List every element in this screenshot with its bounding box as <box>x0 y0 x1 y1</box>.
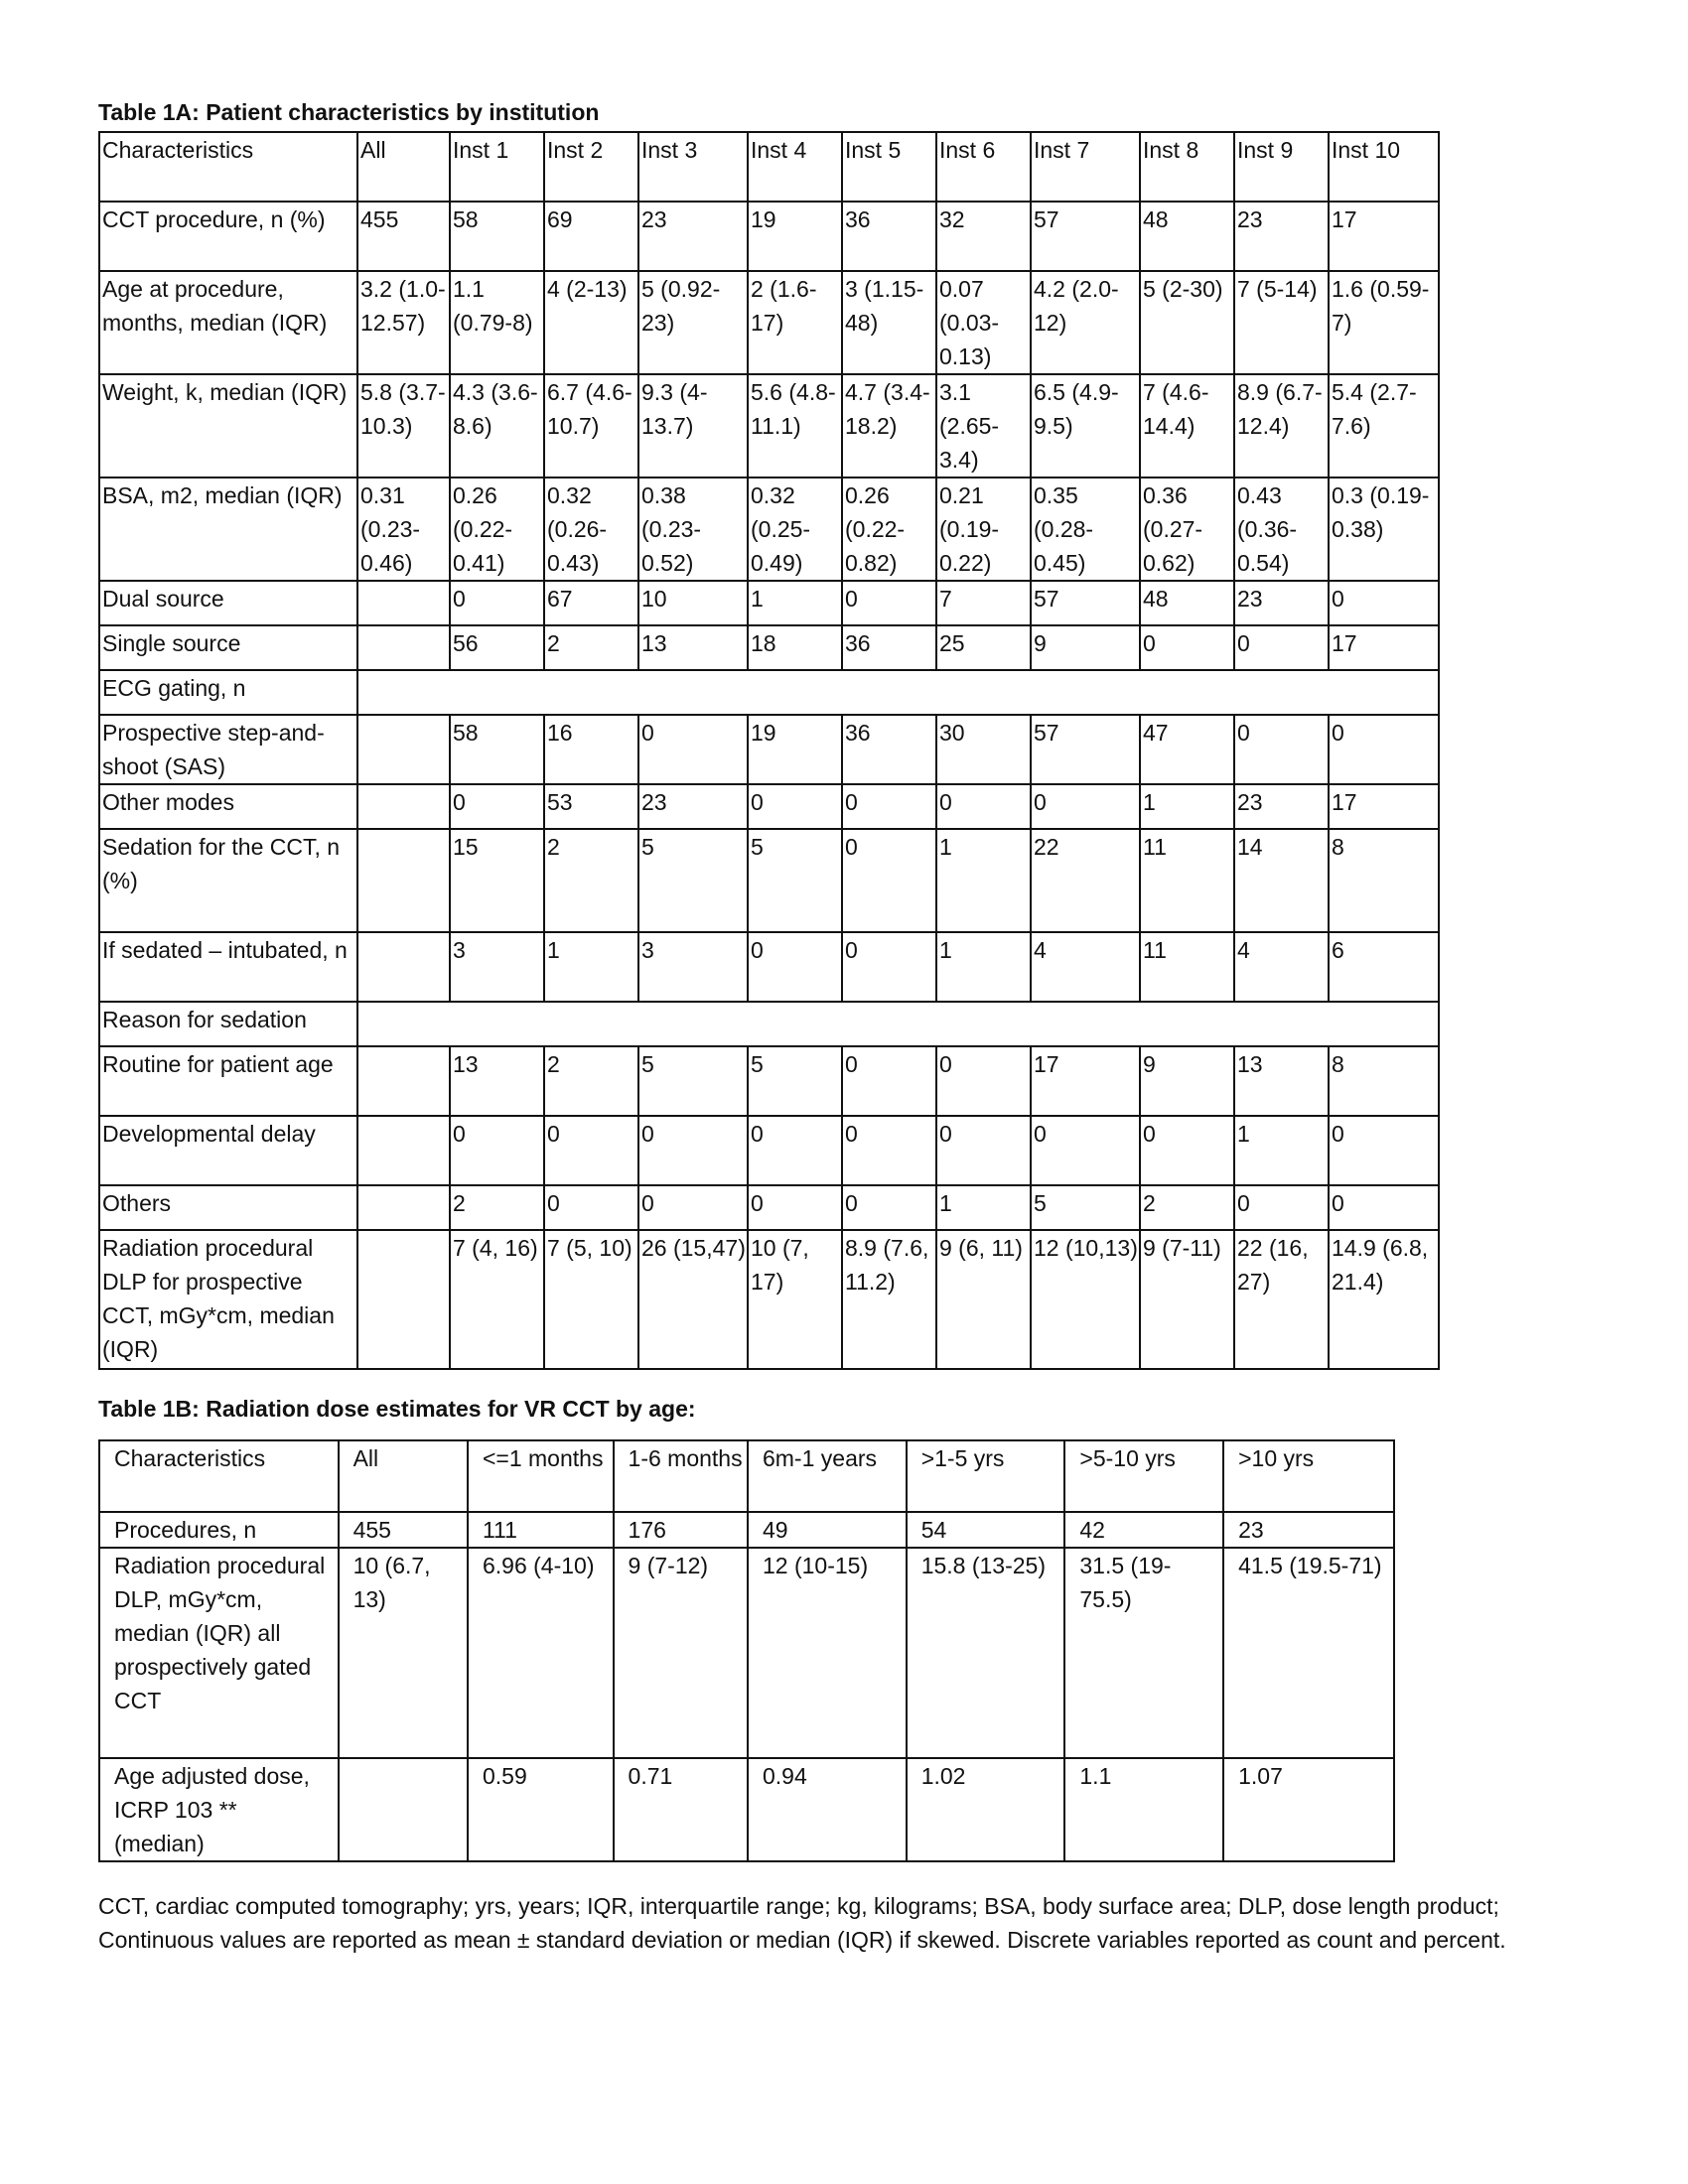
value-cell: 54 <box>907 1512 1065 1548</box>
value-cell: 4 (2-13) <box>544 271 638 374</box>
value-cell: 4.2 (2.0-12) <box>1031 271 1140 374</box>
table-row <box>99 932 1439 1002</box>
table-row <box>99 1185 1439 1230</box>
header-cell: >10 yrs <box>1223 1440 1394 1512</box>
value-cell: 6.7 (4.6-10.7) <box>544 374 638 478</box>
value-cell: 13 <box>1234 1046 1329 1116</box>
value-cell: 10 (6.7, 13) <box>339 1548 468 1758</box>
value-cell: 0 <box>1234 625 1329 670</box>
value-cell: 36 <box>842 625 936 670</box>
header-cell: Inst 5 <box>842 132 936 202</box>
row-label-cell: Single source <box>99 625 357 670</box>
value-cell: 1 <box>936 829 1031 932</box>
value-cell: 9 <box>1031 625 1140 670</box>
value-cell <box>357 932 450 1002</box>
value-cell: 5.6 (4.8-11.1) <box>748 374 842 478</box>
table-row <box>99 478 1439 581</box>
value-cell: 2 <box>450 1185 544 1230</box>
value-cell: 17 <box>1031 1046 1140 1116</box>
value-cell: 0 <box>1329 1116 1439 1185</box>
value-cell: 6.96 (4-10) <box>468 1548 614 1758</box>
value-cell: 9 (6, 11) <box>936 1230 1031 1369</box>
value-cell: 12 (10-15) <box>748 1548 907 1758</box>
value-cell: 57 <box>1031 715 1140 784</box>
value-cell: 0.3 (0.19-0.38) <box>1329 478 1439 581</box>
value-cell: 0 <box>842 581 936 625</box>
value-cell: 11 <box>1140 829 1234 932</box>
table-row <box>99 625 1439 670</box>
value-cell: 6.5 (4.9-9.5) <box>1031 374 1140 478</box>
header-cell: >1-5 yrs <box>907 1440 1065 1512</box>
table-row <box>99 1548 1394 1758</box>
value-cell: 0 <box>1234 715 1329 784</box>
value-cell: 5 <box>1031 1185 1140 1230</box>
table-row <box>99 784 1439 829</box>
value-cell: 9 <box>1140 1046 1234 1116</box>
value-cell: 0 <box>936 1046 1031 1116</box>
value-cell: 0 <box>1329 1185 1439 1230</box>
table-1b-title: Table 1B: Radiation dose estimates for VR CCT by age: <box>98 1396 696 1422</box>
value-cell: 1.1 <box>1064 1758 1223 1861</box>
header-cell: Inst 4 <box>748 132 842 202</box>
header-cell: Inst 10 <box>1329 132 1439 202</box>
footnote: CCT, cardiac computed tomography; yrs, years; IQR, interquartile range; kg, kilograms; BSA, body surface area; DLP, dose length product; Continuous values are reported as mean ± standard deviation or median (IQR) if skewed. Discrete variables reported as count and percent. <box>98 1893 1506 1953</box>
header-cell: <=1 months <box>468 1440 614 1512</box>
value-cell: 1.07 <box>1223 1758 1394 1861</box>
value-cell: 67 <box>544 581 638 625</box>
table-row <box>99 1512 1394 1548</box>
value-cell: 0.38 (0.23-0.52) <box>638 478 748 581</box>
header-cell: Characteristics <box>99 1440 339 1512</box>
header-cell: All <box>339 1440 468 1512</box>
value-cell: 36 <box>842 715 936 784</box>
value-cell: 17 <box>1329 202 1439 271</box>
value-cell: 22 <box>1031 829 1140 932</box>
value-cell: 16 <box>544 715 638 784</box>
value-cell: 4.3 (3.6-8.6) <box>450 374 544 478</box>
value-cell: 0 <box>1234 1185 1329 1230</box>
value-cell: 8.9 (6.7-12.4) <box>1234 374 1329 478</box>
value-cell: 14.9 (6.8, 21.4) <box>1329 1230 1439 1369</box>
table-row <box>99 715 1439 784</box>
value-cell: 0 <box>748 1185 842 1230</box>
value-cell: 25 <box>936 625 1031 670</box>
value-cell: 10 (7, 17) <box>748 1230 842 1369</box>
value-cell: 15.8 (13-25) <box>907 1548 1065 1758</box>
value-cell: 0.26 (0.22-0.41) <box>450 478 544 581</box>
row-label-cell: Routine for patient age <box>99 1046 357 1116</box>
value-cell: 0 <box>1031 784 1140 829</box>
value-cell: 49 <box>748 1512 907 1548</box>
value-cell: 2 <box>544 829 638 932</box>
value-cell: 42 <box>1064 1512 1223 1548</box>
value-cell: 455 <box>339 1512 468 1548</box>
value-cell: 1.1 (0.79-8) <box>450 271 544 374</box>
header-cell: Inst 3 <box>638 132 748 202</box>
row-label-cell: Others <box>99 1185 357 1230</box>
table-row <box>99 271 1439 374</box>
value-cell: 7 <box>936 581 1031 625</box>
value-cell: 0 <box>638 715 748 784</box>
value-cell: 1 <box>1234 1116 1329 1185</box>
row-label-cell: CCT procedure, n (%) <box>99 202 357 271</box>
value-cell: 12 (10,13) <box>1031 1230 1140 1369</box>
value-cell: 111 <box>468 1512 614 1548</box>
value-cell: 23 <box>1234 581 1329 625</box>
value-cell: 1.6 (0.59-7) <box>1329 271 1439 374</box>
table-row <box>99 1116 1439 1185</box>
header-cell: Inst 1 <box>450 132 544 202</box>
row-label-cell: Procedures, n <box>99 1512 339 1548</box>
value-cell: 1 <box>748 581 842 625</box>
value-cell: 23 <box>1234 202 1329 271</box>
value-cell: 4 <box>1234 932 1329 1002</box>
header-cell: Inst 8 <box>1140 132 1234 202</box>
table-row <box>99 1230 1439 1369</box>
header-row <box>99 1440 1394 1512</box>
row-label-cell: Weight, k, median (IQR) <box>99 374 357 478</box>
value-cell: 18 <box>748 625 842 670</box>
header-cell: Inst 6 <box>936 132 1031 202</box>
value-cell: 5 <box>748 1046 842 1116</box>
value-cell: 7 (4.6-14.4) <box>1140 374 1234 478</box>
header-row <box>99 132 1439 202</box>
table-row <box>99 829 1439 932</box>
value-cell: 1 <box>936 1185 1031 1230</box>
value-cell: 5.8 (3.7-10.3) <box>357 374 450 478</box>
value-cell: 8.9 (7.6, 11.2) <box>842 1230 936 1369</box>
header-cell: 1-6 months <box>614 1440 748 1512</box>
value-cell: 57 <box>1031 202 1140 271</box>
header-cell: 6m-1 years <box>748 1440 907 1512</box>
value-cell: 7 (5, 10) <box>544 1230 638 1369</box>
table-row <box>99 670 1439 715</box>
value-cell <box>357 1185 450 1230</box>
value-cell: 0 <box>544 1116 638 1185</box>
value-cell <box>357 1116 450 1185</box>
value-cell: 56 <box>450 625 544 670</box>
value-cell: 23 <box>638 202 748 271</box>
value-cell: 7 (5-14) <box>1234 271 1329 374</box>
value-cell: 2 (1.6-17) <box>748 271 842 374</box>
value-cell: 3 <box>450 932 544 1002</box>
value-cell: 0 <box>450 581 544 625</box>
value-cell: 0 <box>748 784 842 829</box>
value-cell: 0 <box>842 1046 936 1116</box>
value-cell: 0.26 (0.22-0.82) <box>842 478 936 581</box>
value-cell: 0.32 (0.25-0.49) <box>748 478 842 581</box>
value-cell: 3.1 (2.65-3.4) <box>936 374 1031 478</box>
row-label-cell: Prospective step-and-shoot (SAS) <box>99 715 357 784</box>
value-cell: 15 <box>450 829 544 932</box>
value-cell: 23 <box>638 784 748 829</box>
value-cell: 3 (1.15-48) <box>842 271 936 374</box>
value-cell: 0 <box>638 1116 748 1185</box>
value-cell: 1 <box>936 932 1031 1002</box>
value-cell: 455 <box>357 202 450 271</box>
value-cell: 5 <box>748 829 842 932</box>
value-cell: 19 <box>748 202 842 271</box>
header-cell: Inst 2 <box>544 132 638 202</box>
value-cell: 5.4 (2.7-7.6) <box>1329 374 1439 478</box>
row-label-cell: Other modes <box>99 784 357 829</box>
value-cell: 176 <box>614 1512 748 1548</box>
value-cell: 0 <box>544 1185 638 1230</box>
value-cell: 0.36 (0.27-0.62) <box>1140 478 1234 581</box>
value-cell: 0.35 (0.28-0.45) <box>1031 478 1140 581</box>
value-cell: 9 (7-11) <box>1140 1230 1234 1369</box>
value-cell: 0 <box>1140 625 1234 670</box>
value-cell: 5 (2-30) <box>1140 271 1234 374</box>
value-cell: 2 <box>544 625 638 670</box>
value-cell: 0.07 (0.03-0.13) <box>936 271 1031 374</box>
value-cell <box>357 715 450 784</box>
value-cell: 23 <box>1223 1512 1394 1548</box>
value-cell: 0.94 <box>748 1758 907 1861</box>
value-cell: 41.5 (19.5-71) <box>1223 1548 1394 1758</box>
value-cell: 1 <box>1140 784 1234 829</box>
table-1b <box>98 1439 1395 1862</box>
value-cell: 0 <box>842 1116 936 1185</box>
value-cell: 32 <box>936 202 1031 271</box>
value-cell: 2 <box>544 1046 638 1116</box>
value-cell: 0.21 (0.19-0.22) <box>936 478 1031 581</box>
value-cell <box>357 581 450 625</box>
value-cell <box>339 1758 468 1861</box>
table-row <box>99 1046 1439 1116</box>
value-cell: 14 <box>1234 829 1329 932</box>
value-cell: 9 (7-12) <box>614 1548 748 1758</box>
value-cell: 13 <box>450 1046 544 1116</box>
value-cell: 69 <box>544 202 638 271</box>
value-cell: 8 <box>1329 1046 1439 1116</box>
value-cell: 7 (4, 16) <box>450 1230 544 1369</box>
row-label-cell: BSA, m2, median (IQR) <box>99 478 357 581</box>
value-cell: 9.3 (4-13.7) <box>638 374 748 478</box>
value-cell <box>357 1046 450 1116</box>
value-cell: 0 <box>748 1116 842 1185</box>
row-label-cell: Sedation for the CCT, n (%) <box>99 829 357 932</box>
value-cell: 3.2 (1.0-12.57) <box>357 271 450 374</box>
value-cell <box>357 784 450 829</box>
value-cell: 0 <box>450 1116 544 1185</box>
value-cell: 0 <box>638 1185 748 1230</box>
value-cell: 5 <box>638 1046 748 1116</box>
value-cell: 0 <box>936 784 1031 829</box>
value-cell: 58 <box>450 202 544 271</box>
value-cell: 0 <box>1031 1116 1140 1185</box>
row-label-cell: Age adjusted dose, ICRP 103 ** (median) <box>99 1758 339 1861</box>
row-label-cell: If sedated – intubated, n <box>99 932 357 1002</box>
value-cell: 0 <box>1329 715 1439 784</box>
value-cell: 23 <box>1234 784 1329 829</box>
empty-span-cell <box>357 670 1439 715</box>
value-cell: 0 <box>842 932 936 1002</box>
row-label-cell: Radiation procedural DLP for prospective CCT, mGy*cm, median (IQR) <box>99 1230 357 1369</box>
value-cell <box>357 829 450 932</box>
header-cell: All <box>357 132 450 202</box>
value-cell: 0.43 (0.36-0.54) <box>1234 478 1329 581</box>
value-cell: 3 <box>638 932 748 1002</box>
value-cell: 5 <box>638 829 748 932</box>
value-cell: 36 <box>842 202 936 271</box>
value-cell: 2 <box>1140 1185 1234 1230</box>
value-cell: 17 <box>1329 784 1439 829</box>
value-cell: 0.32 (0.26-0.43) <box>544 478 638 581</box>
value-cell: 58 <box>450 715 544 784</box>
table-row <box>99 202 1439 271</box>
table-row <box>99 374 1439 478</box>
value-cell: 19 <box>748 715 842 784</box>
value-cell: 6 <box>1329 932 1439 1002</box>
value-cell: 53 <box>544 784 638 829</box>
value-cell: 0 <box>748 932 842 1002</box>
table-1a-title: Table 1A: Patient characteristics by institution <box>98 99 600 125</box>
header-cell: Inst 9 <box>1234 132 1329 202</box>
value-cell: 11 <box>1140 932 1234 1002</box>
table-row <box>99 1758 1394 1861</box>
value-cell: 1.02 <box>907 1758 1065 1861</box>
row-label-cell: Radiation procedural DLP, mGy*cm, median (IQR) all prospectively gated CCT <box>99 1548 339 1758</box>
value-cell: 31.5 (19-75.5) <box>1064 1548 1223 1758</box>
value-cell: 5 (0.92-23) <box>638 271 748 374</box>
value-cell: 1 <box>544 932 638 1002</box>
empty-span-cell <box>357 1002 1439 1046</box>
value-cell: 48 <box>1140 581 1234 625</box>
value-cell: 4.7 (3.4-18.2) <box>842 374 936 478</box>
value-cell: 0.31 (0.23-0.46) <box>357 478 450 581</box>
table-row <box>99 581 1439 625</box>
value-cell: 4 <box>1031 932 1140 1002</box>
value-cell: 0.71 <box>614 1758 748 1861</box>
header-cell: >5-10 yrs <box>1064 1440 1223 1512</box>
value-cell: 0 <box>1329 581 1439 625</box>
table-row <box>99 1002 1439 1046</box>
header-cell: Inst 7 <box>1031 132 1140 202</box>
row-label-cell: Dual source <box>99 581 357 625</box>
value-cell: 48 <box>1140 202 1234 271</box>
value-cell: 13 <box>638 625 748 670</box>
value-cell: 0 <box>842 1185 936 1230</box>
header-cell: Characteristics <box>99 132 357 202</box>
value-cell: 47 <box>1140 715 1234 784</box>
value-cell: 22 (16, 27) <box>1234 1230 1329 1369</box>
value-cell: 0 <box>842 784 936 829</box>
value-cell: 0 <box>450 784 544 829</box>
value-cell: 26 (15,47) <box>638 1230 748 1369</box>
value-cell: 17 <box>1329 625 1439 670</box>
value-cell: 30 <box>936 715 1031 784</box>
row-label-cell: ECG gating, n <box>99 670 357 715</box>
value-cell <box>357 1230 450 1369</box>
value-cell: 10 <box>638 581 748 625</box>
value-cell: 57 <box>1031 581 1140 625</box>
value-cell: 0 <box>936 1116 1031 1185</box>
value-cell: 0 <box>1140 1116 1234 1185</box>
value-cell: 0 <box>842 829 936 932</box>
value-cell: 8 <box>1329 829 1439 932</box>
table-1a <box>98 131 1440 1370</box>
value-cell: 0.59 <box>468 1758 614 1861</box>
row-label-cell: Developmental delay <box>99 1116 357 1185</box>
value-cell <box>357 625 450 670</box>
row-label-cell: Age at procedure, months, median (IQR) <box>99 271 357 374</box>
row-label-cell: Reason for sedation <box>99 1002 357 1046</box>
